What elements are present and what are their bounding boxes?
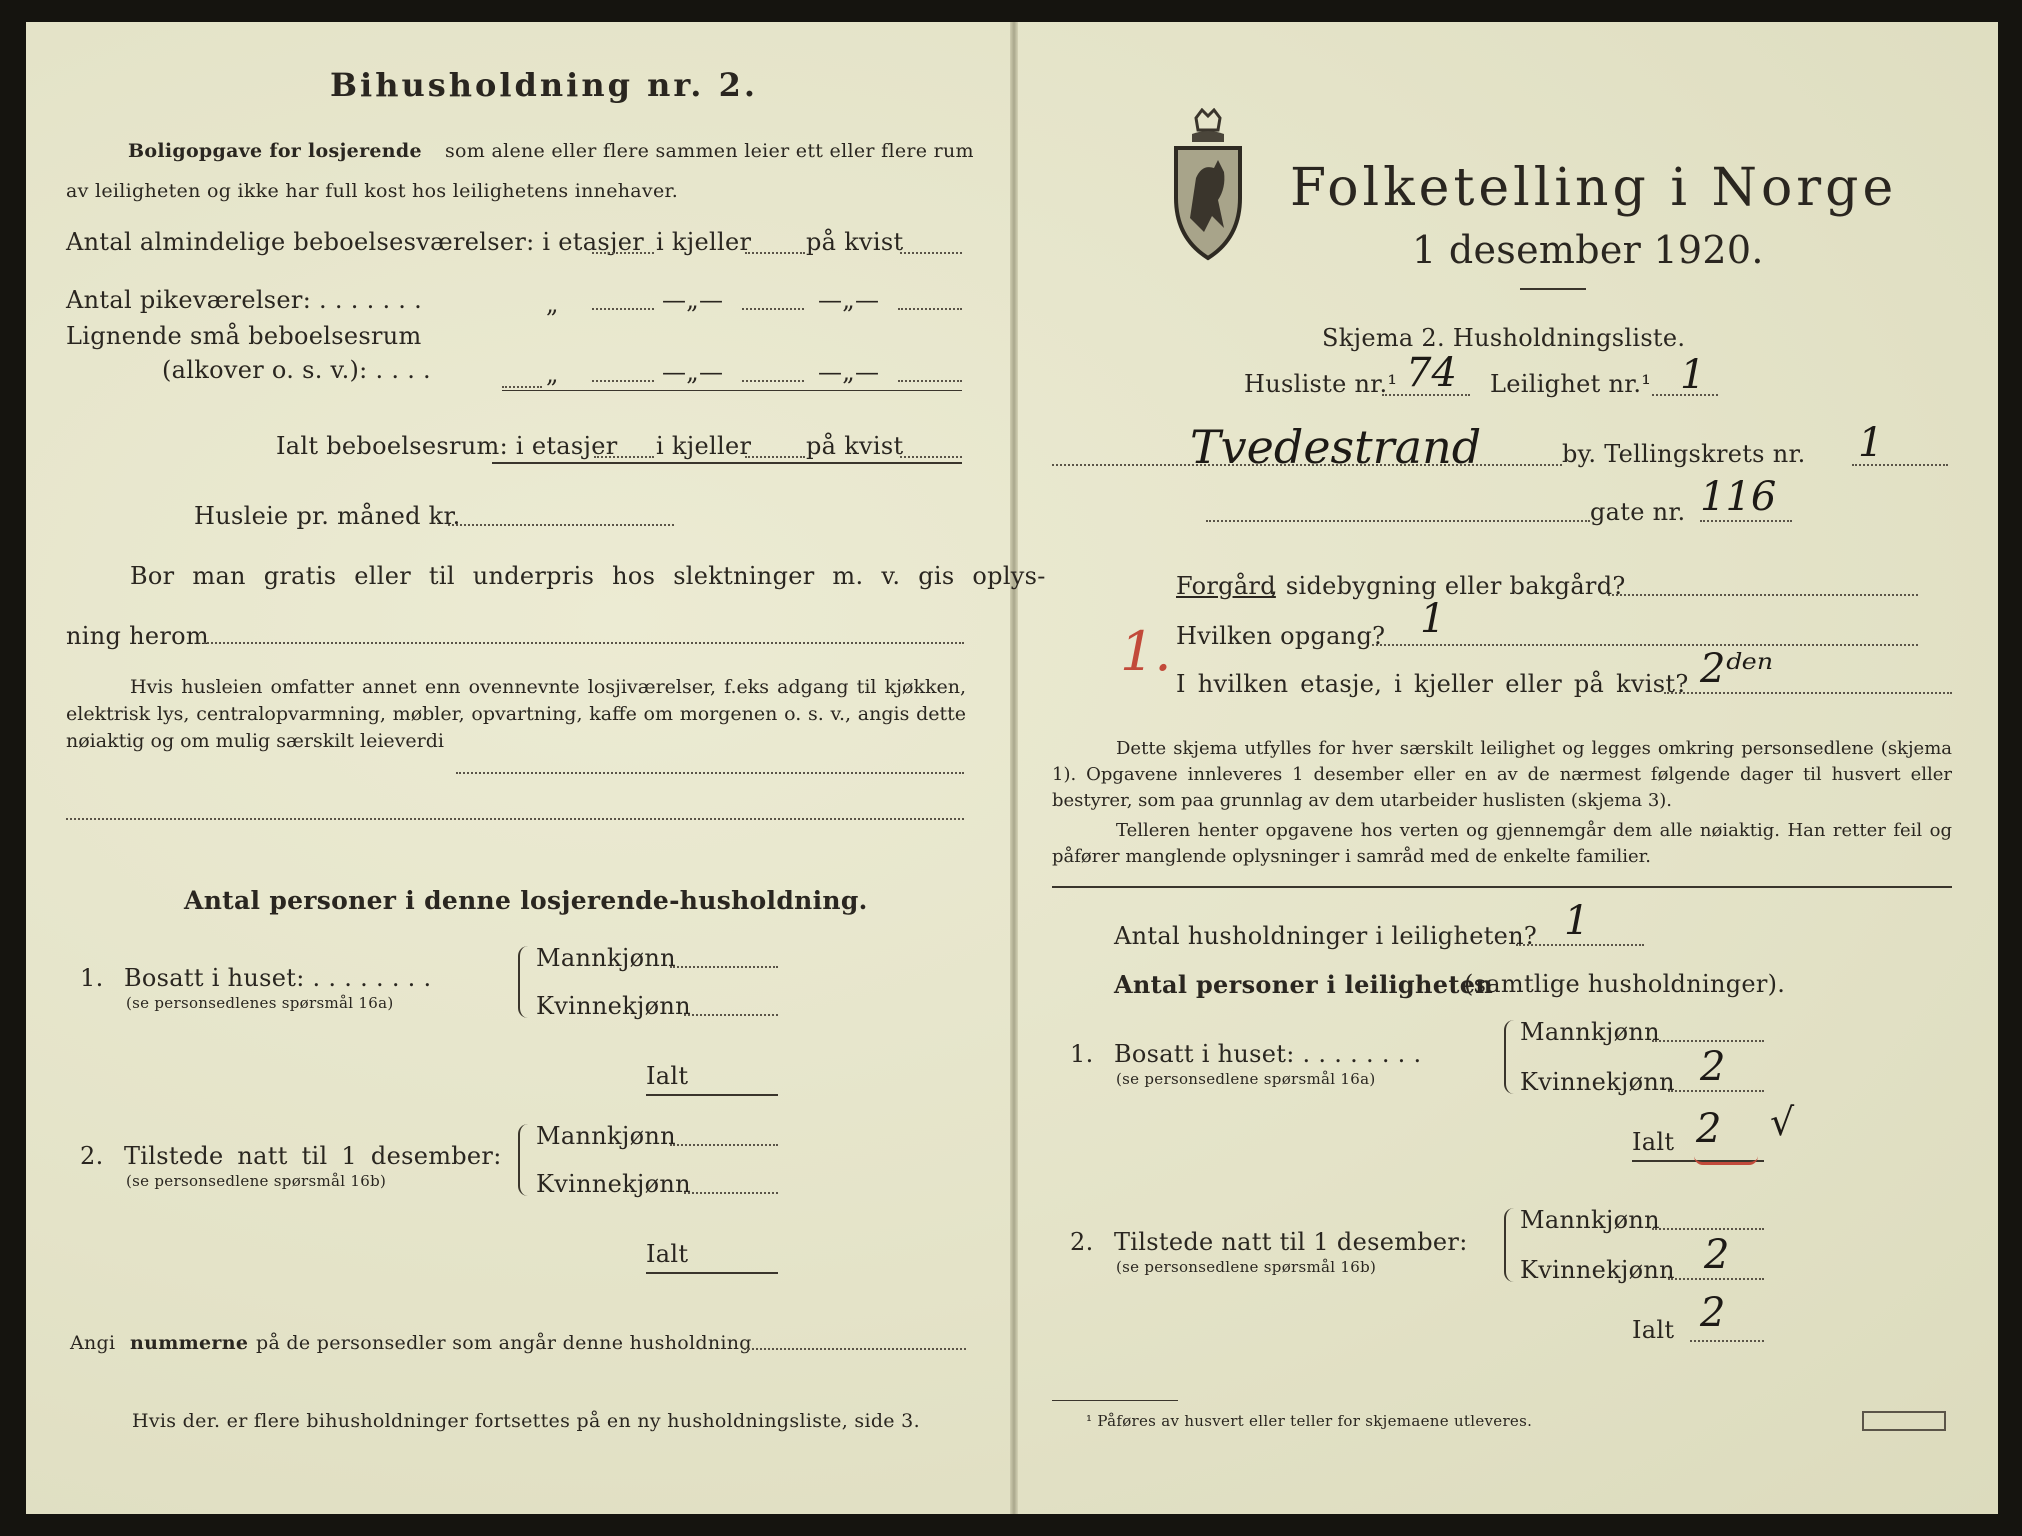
pike-ditto: „ — [546, 290, 559, 318]
left-q1-label: Bosatt i huset: . . . . . . . . — [124, 964, 432, 992]
left-q2-label: Tilstede natt til 1 desember: — [124, 1142, 502, 1170]
instruction-para-2: Telleren henter opgavene hos verten og gjennemgår dem alle nøiaktig. Han retter feil og påfører manglende oplysninger i samråd med de enkelte familier. — [1052, 820, 1952, 867]
lignende-label-1: Lignende små beboelsesrum — [66, 322, 422, 350]
pike-ditto-2: —„— — [662, 286, 724, 314]
right-q2-kvinne: Kvinnekjønn — [1520, 1256, 1675, 1284]
forgard-line — [1608, 594, 1918, 596]
etasje-line — [1664, 692, 1952, 694]
left-q2-kvinne: Kvinnekjønn — [536, 1170, 691, 1198]
persons-rest: (samtlige husholdninger). — [1464, 970, 1786, 998]
check-mark-icon: √ — [1770, 1100, 1795, 1144]
gratis-line — [204, 642, 964, 644]
right-q2-mann: Mannkjønn — [1520, 1206, 1660, 1234]
pike-ditto-3: —„— — [818, 286, 880, 314]
husliste-label: Husliste nr.¹ — [1244, 370, 1398, 398]
pike-label: Antal pikeværelser: . . . . . . . — [66, 286, 423, 314]
right-q1-brace — [1504, 1020, 1516, 1094]
footnote: ¹ Påføres av husvert eller teller for skjemaene utleveres. — [1086, 1412, 1533, 1430]
hush-line — [1516, 944, 1644, 946]
right-q1-kvinne-line — [1668, 1090, 1764, 1092]
left-q2-brace — [518, 1124, 530, 1196]
angi-line — [744, 1348, 966, 1350]
forgard-underlined: Forgård — [1176, 572, 1276, 600]
intro-line2: av leiligheten og ikke har full kost hos leilighetens innehaver. — [66, 180, 679, 202]
right-q2-sub: (se personsedlene spørsmål 16b) — [1116, 1258, 1377, 1276]
husleie-label: Husleie pr. måned kr. — [194, 502, 461, 530]
left-q1-kvinne-line — [684, 1014, 778, 1016]
right-q2-ialt-value: 2 — [1700, 1290, 1726, 1336]
ialt-kjeller-line — [745, 456, 805, 458]
left-q1-ialt-rule — [646, 1094, 778, 1096]
footnote-rule — [1052, 1400, 1178, 1401]
left-q1-kvinne: Kvinnekjønn — [536, 992, 691, 1020]
ialt-kjeller: i kjeller — [656, 432, 752, 460]
left-q1-ialt: Ialt — [646, 1062, 689, 1090]
right-title: Folketelling i Norge — [1290, 158, 1898, 218]
gate-label: gate nr. — [1590, 498, 1686, 526]
right-date: 1 desember 1920. — [1412, 228, 1764, 272]
right-q2-kvinne-line — [1668, 1278, 1764, 1280]
right-q1-kvinne-value: 2 — [1700, 1044, 1726, 1090]
leilighet-value: 1 — [1680, 352, 1706, 398]
schema-label: Skjema 2. Husholdningsliste. — [1322, 324, 1686, 352]
rooms-kjeller-line — [745, 252, 805, 254]
hush-label: Antal husholdninger i leiligheten? — [1114, 922, 1538, 950]
right-q1-number: 1. — [1070, 1040, 1094, 1068]
leilighet-label: Leilighet nr.¹ — [1490, 370, 1652, 398]
gate-line — [1700, 520, 1792, 522]
husliste-value: 74 — [1406, 350, 1457, 396]
norway-coat-of-arms-icon — [1166, 108, 1250, 264]
lignende-line-0 — [502, 386, 542, 388]
left-title: Bihusholdning nr. 2. — [330, 66, 758, 104]
husleie-line — [448, 524, 674, 526]
right-q1-mann: Mannkjønn — [1520, 1018, 1660, 1046]
left-persons-heading: Antal personer i denne losjerende-husholdning. — [184, 886, 868, 915]
printer-stamp — [1862, 1411, 1946, 1431]
right-q1-label: Bosatt i huset: . . . . . . . . — [1114, 1040, 1422, 1068]
hush-value: 1 — [1564, 898, 1590, 944]
forgard-rest: , sidebygning eller bakgård? — [1270, 572, 1626, 600]
left-q1-mann-line — [670, 966, 778, 968]
left-q2-ialt-rule — [646, 1272, 778, 1274]
page-fold — [1010, 22, 1018, 1514]
krets-value: 1 — [1858, 420, 1884, 466]
right-q1-sub: (se personsedlene spørsmål 16a) — [1116, 1070, 1376, 1088]
left-q2-kvinne-line — [684, 1192, 778, 1194]
pike-line-1 — [592, 308, 654, 310]
left-q2-mann-line — [670, 1144, 778, 1146]
left-q2-ialt: Ialt — [646, 1240, 689, 1268]
opgang-label: Hvilken opgang? — [1176, 622, 1386, 650]
gratis-line-2: ning herom — [66, 622, 209, 650]
by-label: by. Tellingskrets nr. — [1562, 440, 1806, 468]
opgang-line — [1372, 644, 1918, 646]
persons-bold: Antal personer i leiligheten — [1114, 970, 1494, 999]
intro-bold: Boligopgave for losjerende — [128, 140, 422, 162]
ialt-rooms-label: Ialt beboelsesrum: i etasjer — [276, 432, 618, 460]
left-q2-mann: Mannkjønn — [536, 1122, 676, 1150]
rooms-etasjer-line — [592, 252, 654, 254]
lignende-ditto: „ — [546, 360, 559, 388]
angi-pre: Angi — [70, 1332, 116, 1354]
gate-value: 116 — [1700, 474, 1777, 520]
right-q2-ialt-line — [1690, 1340, 1764, 1342]
ialt-kvist: på kvist — [806, 432, 904, 460]
right-q2-mann-line — [1652, 1228, 1764, 1230]
right-q1-mann-line — [1652, 1040, 1764, 1042]
left-q2-sub: (se personsedlene spørsmål 16b) — [126, 1172, 387, 1190]
hvis-line-2 — [66, 818, 964, 820]
pike-line-2 — [742, 308, 804, 310]
by-value: Tvedestrand — [1190, 420, 1482, 474]
etasje-value: 2ᵈᵉⁿ — [1700, 646, 1774, 692]
rooms-kvist: på kvist — [806, 228, 904, 256]
angi-bold: nummerne — [130, 1332, 249, 1354]
left-q1-brace — [518, 946, 530, 1018]
gate-street-line — [1206, 520, 1590, 522]
right-q1-kvinne: Kvinnekjønn — [1520, 1068, 1675, 1096]
right-q2-kvinne-value: 2 — [1704, 1232, 1730, 1278]
right-q1-ialt-value: 2 — [1696, 1106, 1722, 1152]
lignende-line-1 — [592, 380, 654, 382]
rooms-kjeller: i kjeller — [656, 228, 752, 256]
left-q2-number: 2. — [80, 1142, 104, 1170]
lignende-ditto-3: —„— — [818, 358, 880, 386]
left-q1-number: 1. — [80, 964, 104, 992]
lignende-ditto-2: —„— — [662, 358, 724, 386]
lignende-line-2 — [742, 380, 804, 382]
title-rule — [1520, 288, 1586, 290]
lignende-line-3 — [898, 380, 962, 382]
instruction-rule — [1052, 886, 1952, 888]
right-q1-ialt: Ialt — [1632, 1128, 1675, 1156]
right-q2-brace — [1504, 1208, 1516, 1282]
right-q2-number: 2. — [1070, 1228, 1094, 1256]
rooms-kvist-line — [900, 252, 962, 254]
lignende-label-2: (alkover o. s. v.): . . . . — [162, 356, 431, 384]
opgang-value: 1 — [1420, 596, 1446, 642]
intro-rest: som alene eller flere sammen leier ett eller flere rum — [445, 140, 974, 162]
pike-line-3 — [898, 308, 962, 310]
right-q2-ialt: Ialt — [1632, 1316, 1675, 1344]
lignende-rule — [502, 390, 962, 391]
etasje-label: I hvilken etasje, i kjeller eller på kvist? — [1176, 670, 1689, 698]
ialt-rule — [492, 462, 962, 464]
margin-mark: 1. — [1120, 620, 1172, 683]
ialt-kvist-line — [900, 456, 962, 458]
red-underline — [1694, 1156, 1758, 1165]
gratis-line-1: Bor man gratis eller til underpris hos slektninger m. v. gis oplys- — [130, 562, 1046, 590]
hvis-paragraph: Hvis husleien omfatter annet enn ovennevnte losjiværelser, f.eks adgang til kjøkken, elektrisk lys, centralopvarmning, møbler, opvartning, kaffe om morgenen o. s. v., angis dette nøiaktig og om mulig særskilt leieverdi — [66, 676, 966, 752]
left-q1-mann: Mannkjønn — [536, 944, 676, 972]
angi-rest: på de personsedler som angår denne husholdning — [256, 1332, 752, 1354]
right-q2-label: Tilstede natt til 1 desember: — [1114, 1228, 1468, 1256]
instruction-para-1: Dette skjema utfylles for hver særskilt leilighet og legges omkring personsedlene (skjema 1). Opgavene innleveres 1 desember eller en av de nærmest følgende dager til husvert eller bestyrer, som paa grunnlag av dem utarbeider huslisten (skjema 3). — [1052, 738, 1952, 811]
left-q1-sub: (se personsedlenes spørsmål 16a) — [126, 994, 394, 1012]
ialt-etasjer-line — [594, 456, 654, 458]
rooms-label: Antal almindelige beboelsesværelser: i etasjer — [66, 228, 644, 256]
hvis-line — [456, 772, 964, 774]
left-footer: Hvis der. er flere bihusholdninger fortsettes på en ny husholdningsliste, side 3. — [132, 1410, 920, 1432]
